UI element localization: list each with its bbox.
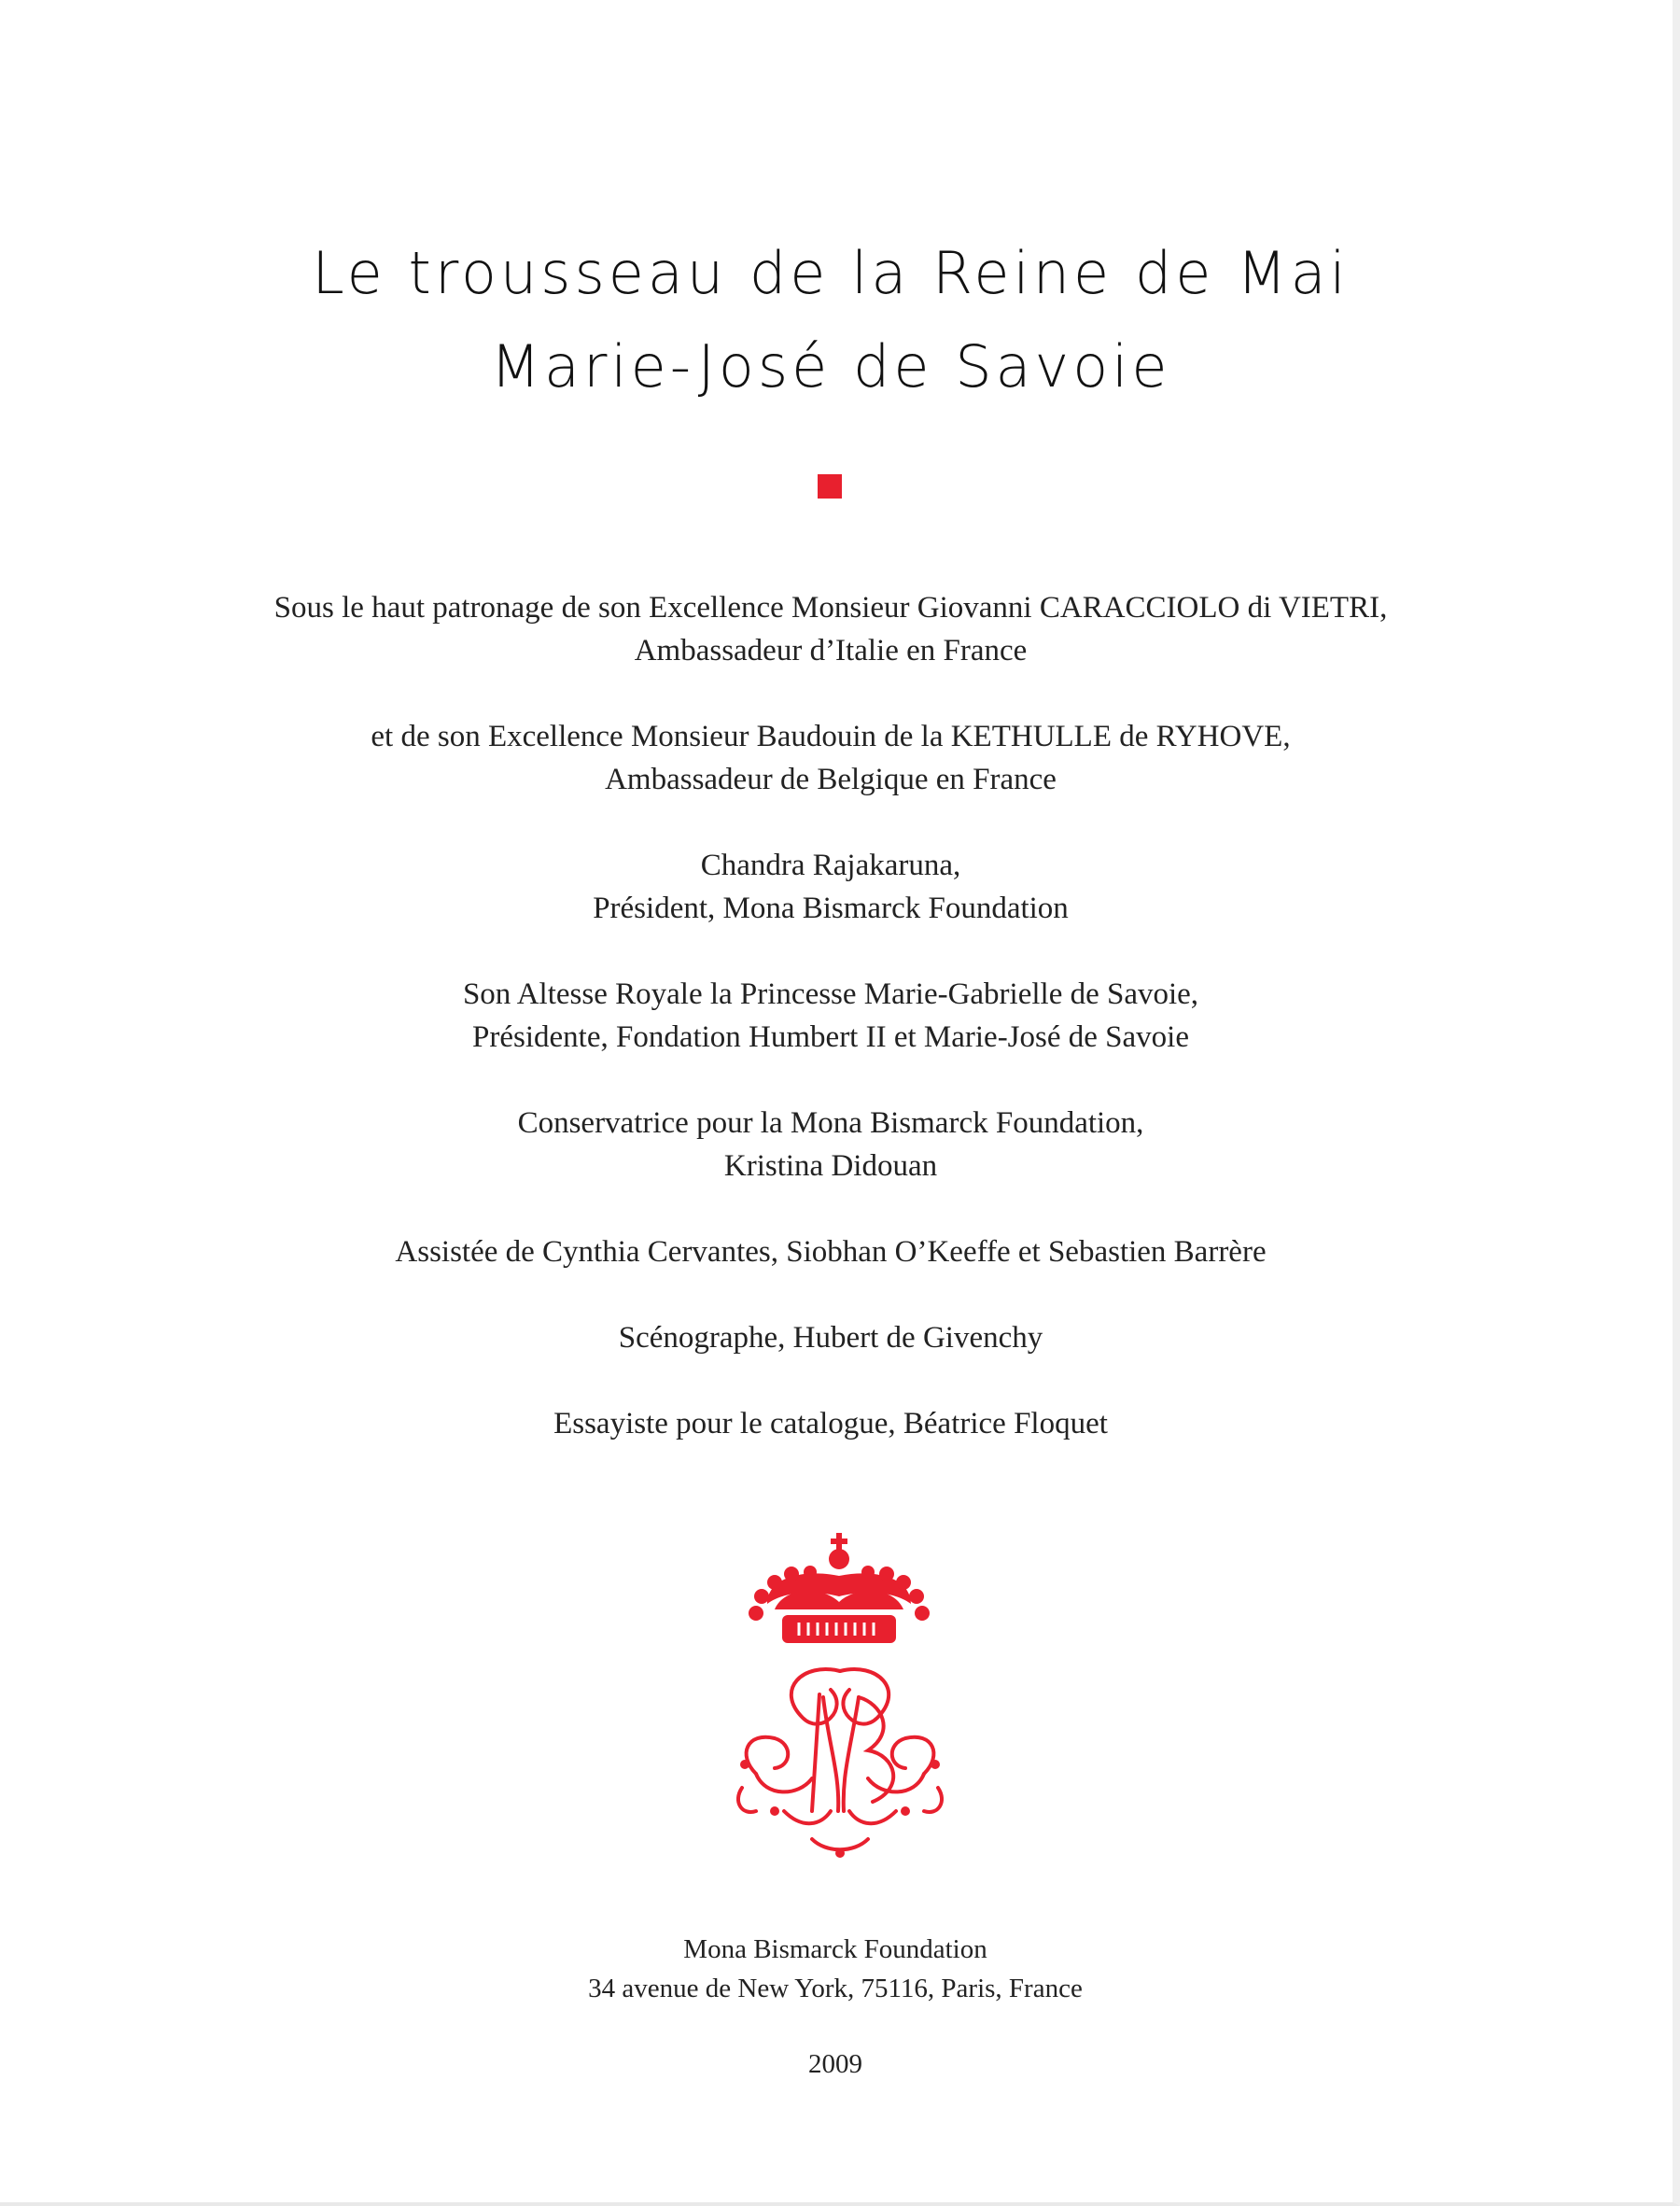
credit-line: Ambassadeur d’Italie en France <box>634 634 1028 667</box>
footer-foundation-name: Mona Bismarck Foundation <box>683 1934 987 1964</box>
footer-year: 2009 <box>808 2049 862 2079</box>
credit-line: Son Altesse Royale la Princesse Marie-Gabrielle de Savoie, <box>462 977 1199 1011</box>
credit-assistants <box>0 1230 1661 1273</box>
credit-princess <box>0 973 1661 1059</box>
credit-essayist <box>0 1402 1661 1445</box>
credit-patronage-belgium <box>0 715 1661 801</box>
credit-line: Ambassadeur de Belgique en France <box>605 763 1057 796</box>
crowned-monogram-crest-icon <box>719 1531 961 1867</box>
credit-line: et de son Excellence Monsieur Baudouin de la KETHULLE de RYHOVE, <box>371 720 1291 753</box>
credit-line: Présidente, Fondation Humbert II et Marie-José de Savoie <box>472 1020 1189 1054</box>
credit-scenographer <box>0 1316 1661 1359</box>
title-line-2: Marie-José de Savoie <box>490 332 1171 400</box>
credit-line: Scénographe, Hubert de Givenchy <box>618 1321 1043 1355</box>
credit-patronage-italy <box>0 586 1661 672</box>
credit-line: Essayiste pour le catalogue, Béatrice Floquet <box>553 1407 1108 1440</box>
credit-line: Chandra Rajakaruna, <box>700 849 961 882</box>
credit-line: Président, Mona Bismarck Foundation <box>593 892 1069 925</box>
credit-line: Assistée de Cynthia Cervantes, Siobhan O’Keeffe et Sebastien Barrère <box>395 1235 1267 1269</box>
red-square-icon <box>818 474 842 499</box>
credit-president <box>0 844 1661 930</box>
credit-curator <box>0 1102 1661 1187</box>
footer-address: 34 avenue de New York, 75116, Paris, France <box>588 1974 1083 2003</box>
credit-line: Kristina Didouan <box>723 1149 938 1183</box>
title-line-1: Le trousseau de la Reine de Mai <box>312 239 1350 307</box>
credit-line: Sous le haut patronage de son Excellence Monsieur Giovanni CARACCIOLO di VIETRI, <box>273 591 1388 625</box>
credit-line: Conservatrice pour la Mona Bismarck Foundation, <box>517 1106 1144 1140</box>
